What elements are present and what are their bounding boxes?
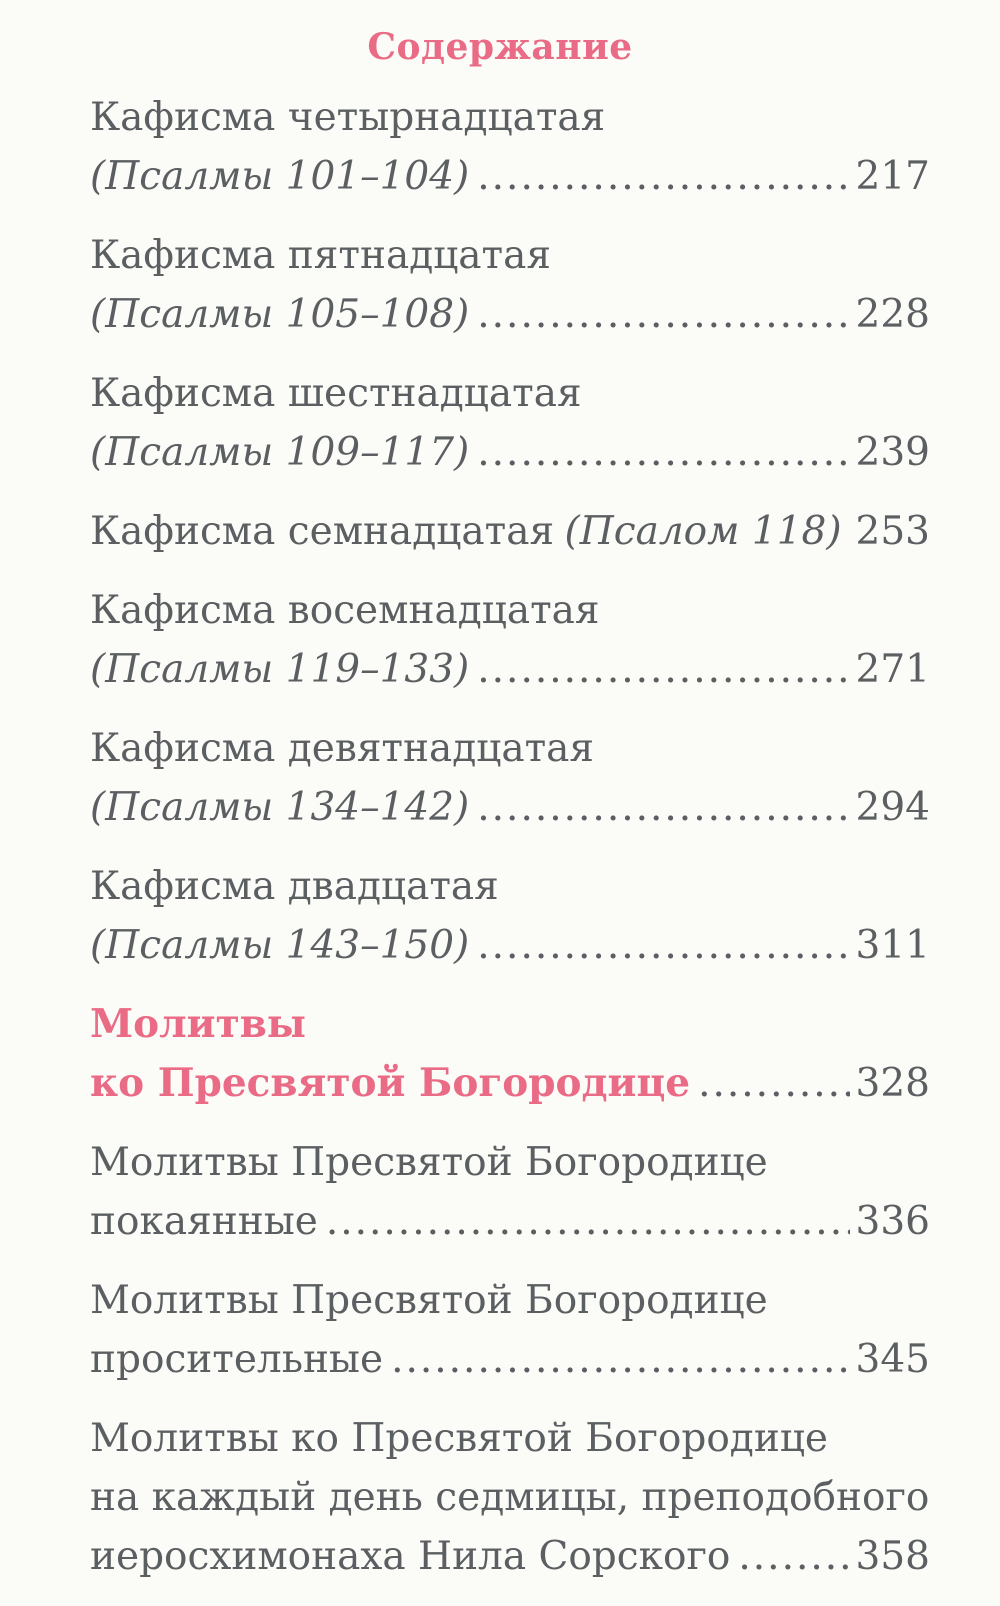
- toc-page-number: 294: [855, 785, 930, 830]
- toc-page-number: 228: [855, 292, 930, 337]
- toc-entry[interactable]: [90, 581, 930, 699]
- toc-entry-psalm-range: (Псалом 118): [564, 509, 842, 554]
- toc-entry[interactable]: [90, 88, 930, 206]
- toc-entry-title-line: Кафисма девятнадцатая: [90, 726, 595, 771]
- toc-entry-title-text: покаянные: [90, 1199, 318, 1244]
- dot-leader: [698, 1054, 849, 1113]
- toc-entry-final-line: [90, 1330, 930, 1389]
- dot-leader: [738, 1527, 849, 1586]
- toc-entry-final-line: [90, 502, 930, 561]
- toc-entry-psalm-range: (Псалмы 109–117): [90, 430, 470, 475]
- toc-entry-psalm-range: (Псалмы 105–108): [90, 292, 470, 337]
- toc-entry-final-line: [90, 640, 930, 699]
- dot-leader: [391, 1330, 849, 1389]
- toc-entry-title-text: просительные: [90, 1337, 384, 1382]
- toc-entry-final-line: [90, 1054, 930, 1113]
- toc-entry-title-line: на каждый день седмицы, преподобного: [90, 1475, 930, 1520]
- toc-page-number: 239: [855, 430, 930, 475]
- dot-leader: [477, 640, 849, 699]
- toc-entry-final-line: [90, 147, 930, 206]
- toc-page-number: 345: [855, 1337, 930, 1382]
- toc-entry-title-line: Кафисма двадцатая: [90, 864, 499, 909]
- toc-entry-final-line: [90, 916, 930, 975]
- toc-page-number: 336: [855, 1199, 930, 1244]
- toc-entry-title-text: иеросхимонаха Нила Сорского: [90, 1534, 731, 1579]
- toc-page-number: 358: [855, 1534, 930, 1579]
- dot-leader: [477, 778, 849, 837]
- dot-leader: [477, 285, 849, 344]
- dot-leader: [477, 423, 849, 482]
- dot-leader: [477, 147, 849, 206]
- toc-page-number: 217: [855, 154, 930, 199]
- toc-entry[interactable]: [90, 1271, 930, 1389]
- toc-entry-psalm-range: (Псалмы 119–133): [90, 647, 470, 692]
- table-of-contents: [90, 88, 930, 1606]
- toc-entry-psalm-range: (Псалмы 101–104): [90, 154, 470, 199]
- toc-entry-title-text: ко Пресвятой Богородице: [90, 1060, 691, 1106]
- toc-page-number: 271: [855, 647, 930, 692]
- toc-entry-title-line: Кафисма восемнадцатая: [90, 588, 600, 633]
- toc-entry[interactable]: [90, 719, 930, 837]
- toc-entry-final-line: [90, 1527, 930, 1586]
- toc-entry-psalm-range: (Псалмы 134–142): [90, 785, 470, 830]
- toc-page-number: 253: [855, 509, 930, 554]
- dot-leader: [326, 1192, 850, 1251]
- toc-entry-final-line: [90, 1192, 930, 1251]
- toc-entry-title-line: Молитвы: [90, 1001, 306, 1047]
- toc-entry-title-text: Кафисма семнадцатая: [90, 509, 555, 554]
- toc-entry-psalm-range: (Псалмы 143–150): [90, 923, 470, 968]
- toc-entry-title-line: Кафисма четырнадцатая: [90, 95, 606, 140]
- toc-entry-title-line: Кафисма шестнадцатая: [90, 371, 582, 416]
- toc-page-number: 311: [855, 923, 930, 968]
- toc-entry[interactable]: [90, 1133, 930, 1251]
- toc-entry-final-line: [90, 285, 930, 344]
- toc-entry-title-line: Молитвы Пресвятой Богородице: [90, 1140, 768, 1185]
- toc-page-number: 328: [855, 1061, 930, 1106]
- toc-entry-title-line: Кафисма пятнадцатая: [90, 233, 551, 278]
- page-title: Содержание: [367, 26, 633, 68]
- toc-section-heading[interactable]: [90, 995, 930, 1113]
- toc-entry[interactable]: [90, 364, 930, 482]
- dot-leader: [477, 916, 849, 975]
- toc-entry-title-line: Молитвы ко Пресвятой Богородице: [90, 1416, 828, 1461]
- toc-entry-final-line: [90, 778, 930, 837]
- toc-entry-title-line: Молитвы Пресвятой Богородице: [90, 1278, 768, 1323]
- toc-entry[interactable]: [90, 226, 930, 344]
- toc-entry-final-line: [90, 423, 930, 482]
- toc-entry[interactable]: [90, 857, 930, 975]
- toc-entry[interactable]: [90, 502, 930, 561]
- toc-entry[interactable]: [90, 1409, 930, 1586]
